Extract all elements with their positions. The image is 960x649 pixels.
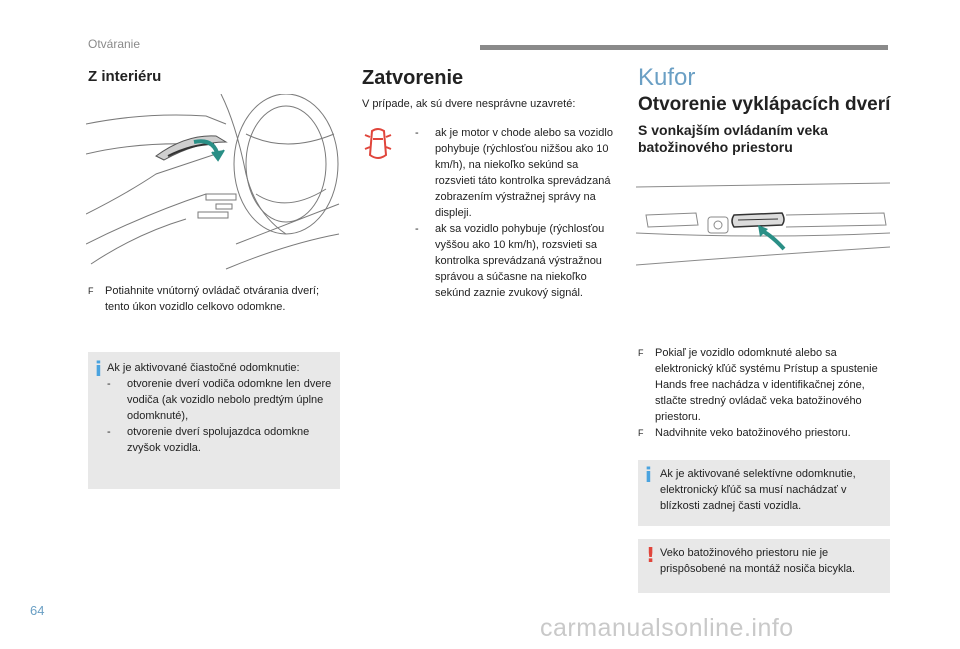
zatvorenie-list bbox=[415, 125, 617, 301]
dash-mark: - bbox=[415, 127, 419, 139]
info-text: Ak je aktivované selektívne odomknutie, elektronický kľúč sa musí nachádzať v blízkosti zadnej časti vozidla. bbox=[660, 468, 856, 512]
list-item-text: ak je motor v chode alebo sa vozidlo pohybuje (rýchlosťou nižšou ako 10 km/h), na niekoľko sekúnd sa rozsvieti táto kontrolka sprevádzaná zobrazením výstražnej správy na displeji. bbox=[435, 127, 613, 219]
warning-box-bike-rack bbox=[638, 539, 890, 593]
door-handle-illustration bbox=[86, 94, 340, 274]
watermark: carmanualsonline.info bbox=[540, 614, 794, 642]
instruction-text: Nadvihnite veko batožinového priestoru. bbox=[655, 427, 851, 439]
page-number: 64 bbox=[30, 603, 45, 618]
subheading-exterior-control: S vonkajším ovládaním veka batožinového priestoru bbox=[638, 122, 828, 155]
warning-text: Veko batožinového priestoru nie je prispôsobené na montáž nosiča bicykla. bbox=[660, 547, 856, 575]
bullet-symbol: F bbox=[638, 428, 644, 438]
heading-z-interieru: Z interiéru bbox=[88, 68, 162, 85]
zatvorenie-intro: V prípade, ak sú dvere nesprávne uzavreté: bbox=[362, 98, 576, 110]
list-item-text: ak sa vozidlo pohybuje (rýchlosťou vyššou ako 10 km/h), rozsvieti sa kontrolka sprevádzaná výstražnou správou a súčasne na niekoľko sekúnd zaznie zvukový signál. bbox=[435, 223, 605, 299]
list-item bbox=[415, 125, 617, 221]
dash-mark: - bbox=[415, 223, 419, 235]
section-header: Otváranie bbox=[88, 37, 141, 51]
info-intro: Ak je aktivované čiastočné odomknutie: bbox=[107, 362, 300, 374]
bullet-symbol: F bbox=[88, 286, 94, 296]
door-open-warning-icon bbox=[364, 127, 392, 163]
list-item: - otvorenie dverí vodiča odomkne len dvere vodiča (ak vozidlo nebolo predtým úplne odomknuté), bbox=[107, 378, 332, 422]
tailgate-button-illustration bbox=[636, 175, 890, 275]
warning-icon: ! bbox=[646, 543, 656, 567]
info-item-text: otvorenie dverí vodiča odomkne len dvere vodiča (ak vozidlo nebolo predtým úplne odomknuté), bbox=[127, 378, 332, 422]
info-item-text: otvorenie dverí spolujazdca odomkne zvyšok vozidla. bbox=[127, 426, 310, 454]
bullet-symbol: F bbox=[638, 348, 644, 358]
heading-otvorenie: Otvorenie vyklápacích dverí bbox=[638, 94, 891, 115]
header-bar bbox=[480, 45, 888, 50]
heading-zatvorenie: Zatvorenie bbox=[362, 67, 464, 89]
instruction-pull-handle bbox=[88, 283, 340, 315]
tailgate-instructions bbox=[638, 345, 890, 441]
list-item bbox=[638, 425, 890, 441]
section-title-kufor: Kufor bbox=[638, 64, 696, 91]
instruction-text: Pokiaľ je vozidlo odomknuté alebo sa elektronický kľúč systému Prístup a spustenie Hands free nachádza v identifikačnej zóne, stlačte stredný ovládač veka batožinového priestoru. bbox=[655, 347, 878, 423]
info-box-selective-unlock bbox=[638, 460, 890, 526]
info-box-partial-unlock bbox=[88, 352, 340, 489]
list-item: - otvorenie dverí spolujazdca odomkne zvyšok vozidla. bbox=[107, 424, 332, 456]
info-icon: i bbox=[645, 463, 652, 487]
list-item bbox=[638, 345, 890, 425]
list-item bbox=[415, 221, 617, 301]
info-icon: i bbox=[95, 357, 102, 381]
instruction-text: Potiahnite vnútorný ovládač otvárania dverí; tento úkon vozidlo celkovo odomkne. bbox=[105, 285, 320, 313]
